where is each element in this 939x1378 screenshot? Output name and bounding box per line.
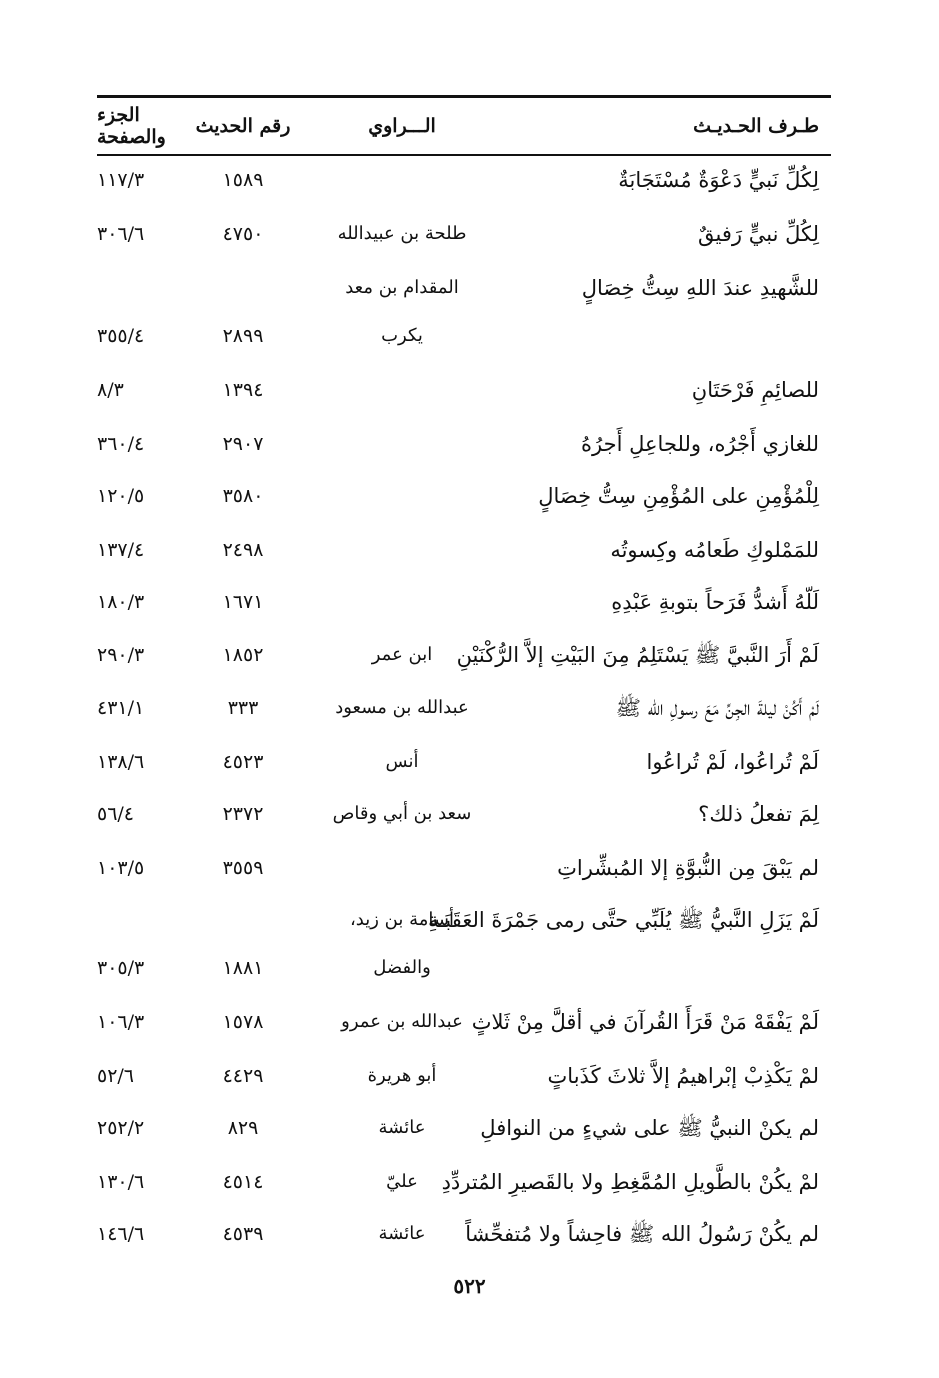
hadith-number: ٢٨٩٩ (222, 325, 264, 347)
page-number: ٥٢٢ (453, 1274, 486, 1298)
table-row (97, 684, 831, 732)
hadith-number: ٣٥٨٠ (222, 485, 264, 507)
part-page: ١١٧/٣ (97, 169, 145, 191)
hadith-text: لِكُلِّ نَبيٍّ دَعْوَةٌ مُسْتَجَابَةٌ (618, 168, 819, 192)
hadith-text: لَلّهُ أَشدُّ فَرَحاً بتوبةِ عَبْدِهِ (611, 590, 819, 614)
table-row (97, 998, 831, 1046)
hadith-number: ١٦٧١ (222, 591, 264, 613)
part-page: ٥٦/٤ (97, 803, 135, 825)
part-page: ٢٥٢/٢ (97, 1117, 145, 1139)
table-row (97, 1158, 831, 1206)
table-row (97, 844, 831, 892)
hadith-text: لَمْ أَرَ النَّبيَّ ﷺ يَسْتَلِمُ مِنَ البَيْتِ إلاَّ الرُّكْنَيْنِ (456, 643, 819, 667)
hadith-text: لم يكنْ النبيُّ ﷺ على شيءٍ من النوافلِ (480, 1116, 819, 1140)
narrator: ابن عمر (371, 644, 433, 665)
hadith-number: ٢٩٠٧ (222, 433, 264, 455)
hadith-number: ١٨٥٢ (222, 644, 264, 666)
narrator: المقدام بن معد يكرب (345, 277, 459, 346)
table-row (97, 790, 831, 838)
hadith-text: لَمْ تُراعُوا، لَمْ تُراعُوا (646, 750, 819, 774)
hadith-text: لِمَ تفعلُ ذلك؟ (698, 802, 819, 826)
hadith-number: ٣٣٣ (227, 697, 259, 719)
part-page: ١٤٦/٦ (97, 1223, 145, 1245)
table-row (97, 472, 831, 520)
narrator: عبدالله بن مسعود (335, 697, 469, 718)
hadith-number: ١٣٩٤ (222, 379, 264, 401)
part-page: ٥٢/٦ (97, 1065, 135, 1087)
table-row (97, 1104, 831, 1152)
part-page: ٣٥٥/٤ (97, 325, 145, 347)
hadith-number: ٢٣٧٢ (222, 803, 264, 825)
hadith-text: للغازي أَجْرُه، وللجاعِلِ أَجرُهُ (581, 432, 819, 456)
hadith-text: للصائِمِ فَرْحَتَانِ (691, 378, 819, 402)
hadith-text: للمَمْلوكِ طَعامُه وكِسوتُه (610, 538, 819, 562)
part-page: ٢٩٠/٣ (97, 644, 145, 666)
narrator: عبدالله بن عمرو (341, 1011, 463, 1032)
hadith-number: ٤٥٢٣ (222, 751, 264, 773)
part-page: ١٠٦/٣ (97, 1011, 145, 1033)
hadith-number: ٤٧٥٠ (222, 223, 264, 245)
narrator: عائشة (378, 1117, 426, 1138)
table-header (97, 98, 831, 154)
part-page: ١٣٠/٦ (97, 1171, 145, 1193)
hadith-text: لم يكُنْ رَسُولُ الله ﷺ فاحِشاً ولا مُتفحِّشاً (465, 1222, 819, 1246)
header-number: رقم الحديث (195, 115, 291, 137)
table-row (97, 210, 831, 258)
hadith-number: ٤٥٣٩ (222, 1223, 264, 1245)
hadith-text: لمْ يَكْذِبْ إبْراهيمُ إلاَّ ثلاثَ كَذَباتٍ (547, 1064, 819, 1088)
header-part-page: الجزء والصفحة (97, 104, 166, 148)
part-page: ٨/٣ (97, 379, 124, 401)
hadith-text: لَمْ يَفْقَهْ مَنْ قَرَأَ القُرآنَ في أقلَّ مِنْ ثَلاثٍ (471, 1010, 819, 1034)
hadith-number: ١٥٨٩ (222, 169, 264, 191)
part-page: ١٠٣/٥ (97, 857, 145, 879)
hadith-number: ٣٥٥٩ (222, 857, 264, 879)
table-row (97, 420, 831, 468)
narrator: عليّ (386, 1171, 418, 1192)
table-row (97, 526, 831, 574)
hadith-number: ٢٤٩٨ (222, 539, 264, 561)
table-row (97, 156, 831, 204)
table-row (97, 738, 831, 786)
part-page: ١٨٠/٣ (97, 591, 145, 613)
narrator: أسامة بن زيد، والفضل (350, 909, 454, 978)
narrator: طلحة بن عبيدالله (337, 223, 467, 244)
hadith-text: لِكُلِّ نبيٍّ رَفيقٌ (698, 222, 819, 246)
part-page: ٣٠٦/٦ (97, 223, 145, 245)
hadith-text: لَمْ أَكُنْ ليلةَ الجِنِّ مَعَ رسولِ الله ﷺ (615, 696, 819, 720)
table-row (97, 896, 831, 992)
header-narrator: الـــراوي (368, 115, 436, 137)
table-row (97, 1052, 831, 1100)
part-page: ٤٣١/١ (97, 697, 145, 719)
narrator: سعد بن أبي وقاص (332, 803, 472, 824)
table-row (97, 366, 831, 414)
hadith-text: لمْ يكُنْ بالطَّويلِ المُمَّغِطِ ولا بالقَصيرِ المُتردِّدِ (441, 1170, 819, 1194)
header-hadith: طـرف الحـديـث (693, 115, 819, 137)
part-page: ٣٦٠/٤ (97, 433, 145, 455)
hadith-text: لِلْمُؤْمِنِ على المُؤْمِنِ سِتُّ خِصَالٍ (538, 484, 819, 508)
part-page: ١٣٧/٤ (97, 539, 145, 561)
table-row (97, 264, 831, 360)
table-row (97, 631, 831, 679)
hadith-number: ٨٢٩ (227, 1117, 259, 1139)
hadith-index-table (97, 95, 831, 1246)
hadith-text: لَمْ يَزَلِ النَّبيُّ ﷺ يُلَبِّي حتَّى رمى جَمْرَةَ العَقَبَـةِ (427, 908, 819, 932)
hadith-number: ١٥٧٨ (222, 1011, 264, 1033)
narrator: أبو هريرة (367, 1065, 437, 1086)
hadith-text: لم يَبْقَ مِن النُّبوَّةِ إلا المُبشِّراتِ (557, 856, 819, 880)
hadith-number: ١٨٨١ (222, 957, 264, 979)
table-row (97, 1210, 831, 1258)
hadith-number: ٤٤٢٩ (222, 1065, 264, 1087)
table-row (97, 578, 831, 626)
hadith-text: للشَّهيدِ عندَ اللهِ سِتُّ خِصَالٍ (581, 276, 819, 300)
part-page: ١٣٨/٦ (97, 751, 145, 773)
narrator: عائشة (378, 1223, 426, 1244)
hadith-number: ٤٥١٤ (222, 1171, 264, 1193)
part-page: ١٢٠/٥ (97, 485, 145, 507)
part-page: ٣٠٥/٣ (97, 957, 145, 979)
narrator: أنس (385, 751, 419, 772)
